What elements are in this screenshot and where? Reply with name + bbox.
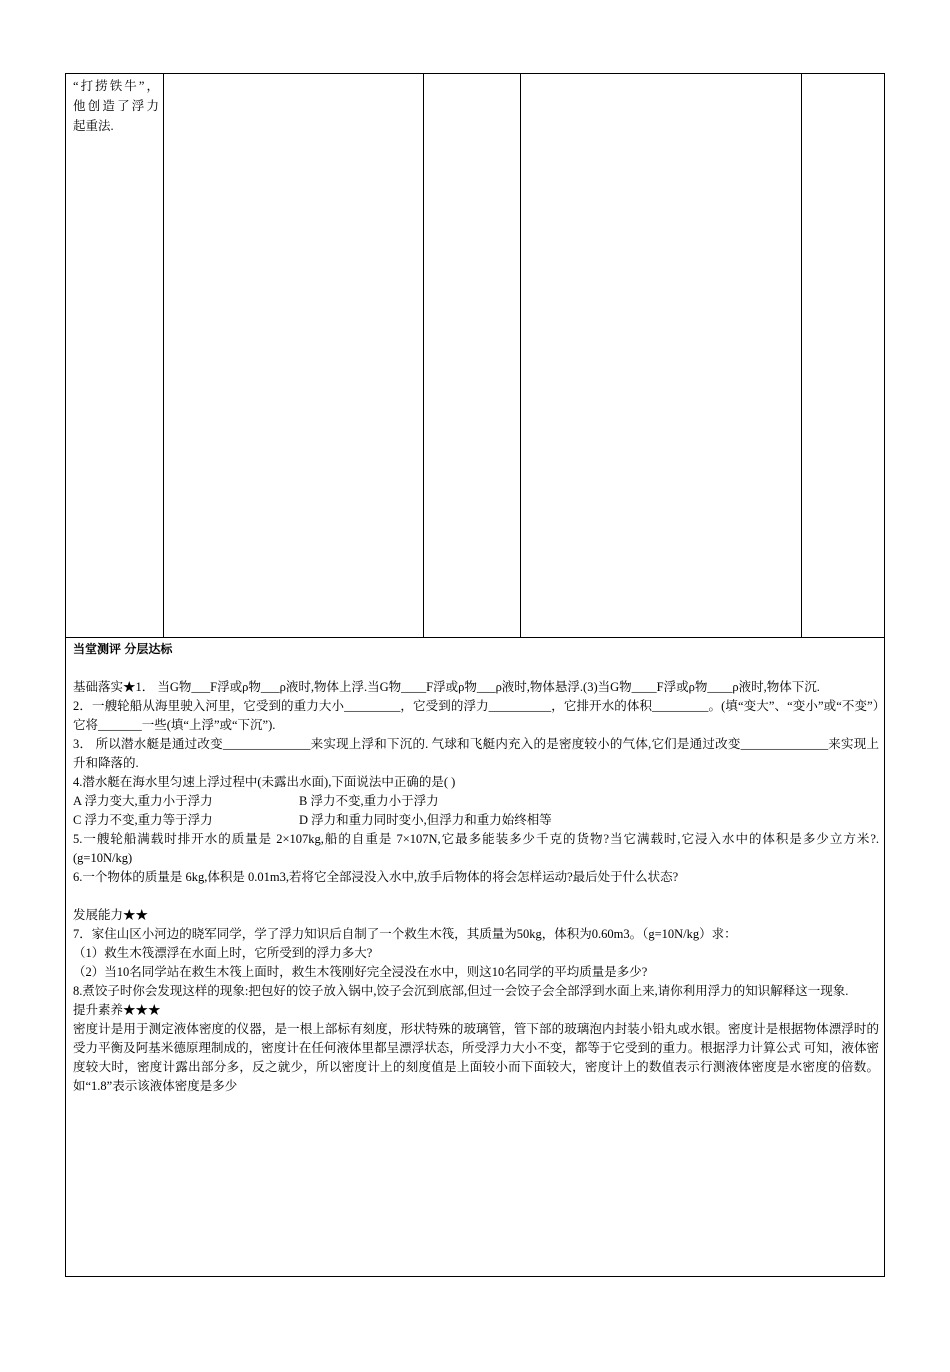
develop-label: 发展能力★★	[73, 908, 149, 922]
question-4: 4.潜水艇在海水里匀速上浮过程中(未露出水面),下面说法中正确的是( )	[73, 775, 456, 789]
intro-cell-text: “打捞铁牛”，他创造了浮力起重法.	[73, 79, 159, 133]
assessment-section	[73, 640, 879, 1096]
column-divider	[520, 74, 521, 638]
q4-option-b: B 浮力不变,重力小于浮力	[299, 794, 439, 808]
question-7-part-2: （2）当10名同学站在救生木筏上面时，救生木筏刚好完全浸没在水中，则这10名同学的平均质量是多少?	[73, 965, 648, 979]
q4-options-row	[73, 811, 879, 830]
question-6: 6.一个物体的质量是 6kg,体积是 0.01m3,若将它全部浸没入水中,放手后物体的将会怎样运动?最后处于什么状态?	[73, 870, 679, 884]
q4-option-c: C 浮力不变,重力等于浮力	[73, 813, 213, 827]
question-7: 7．家住山区小河边的晓军同学，学了浮力知识后自制了一个救生木筏，其质量为50kg，体积为0.60m3。（g=10N/kg）求：	[73, 927, 737, 941]
improve-text: 密度计是用于测定液体密度的仪器，是一根上部标有刻度，形状特殊的玻璃管，管下部的玻璃泡内封装小铅丸或水银。密度计是根据物体漂浮时的受力平衡及阿基米德原理制成的，密度计在任何液体里都呈漂浮状态，所受浮力大小不变，都等于它受到的重力。根据浮力计算公式 可知，液体密度较大时，密度计露出部分多，反之就少，所以密度计上的刻度值是上面较小而下面较大，密度计上的数值表示行测液体密度是水密度的倍数。如“1.8”表示该液体密度是多少	[73, 1022, 879, 1093]
column-divider	[163, 74, 164, 638]
section-title: 当堂测评 分层达标	[73, 642, 173, 656]
improve-label: 提升素养★★★	[73, 1003, 161, 1017]
question-7-part-1: （1）救生木筏漂浮在水面上时，它所受到的浮力多大?	[73, 946, 373, 960]
q4-option-d: D 浮力和重力同时变小,但浮力和重力始终相等	[299, 813, 552, 827]
question-2: 2．一艘轮船从海里驶入河里，它受到的重力大小_________，它受到的浮力__________，它排开水的体积_________。(填“变大”、“变小”或“不变”）它将_______一些(填“上浮”或“下沉”).	[73, 699, 879, 732]
question-1: 基础落实★1． 当G物___F浮或ρ物___ρ液时,物体上浮.当G物____F浮或ρ物___ρ液时,物体悬浮.(3)当G物____F浮或ρ物____ρ液时,物体下沉.	[73, 680, 820, 694]
q4-options-row	[73, 792, 879, 811]
question-5: 5.一艘轮船满载时排开水的质量是 2×107kg,船的自重是 7×107N,它最多能装多少千克的货物?当它满载时,它浸入水中的体积是多少立方米?.(g=10N/kg)	[73, 832, 879, 865]
question-8: 8.煮饺子时你会发现这样的现象:把包好的饺子放入锅中,饺子会沉到底部,但过一会饺子会全部浮到水面上来,请你利用浮力的知识解释这一现象.	[73, 984, 849, 998]
question-3: 3． 所以潜水艇是通过改变______________来实现上浮和下沉的. 气球和飞艇内充入的是密度较小的气体,它们是通过改变______________来实现上升和降落的.	[73, 737, 879, 770]
row-divider	[66, 637, 884, 638]
column-divider	[801, 74, 802, 638]
basic-label: 基础落实★	[73, 680, 136, 694]
column-divider	[423, 74, 424, 638]
q4-option-a: A 浮力变大,重力小于浮力	[73, 794, 213, 808]
worksheet-table	[65, 73, 885, 1277]
